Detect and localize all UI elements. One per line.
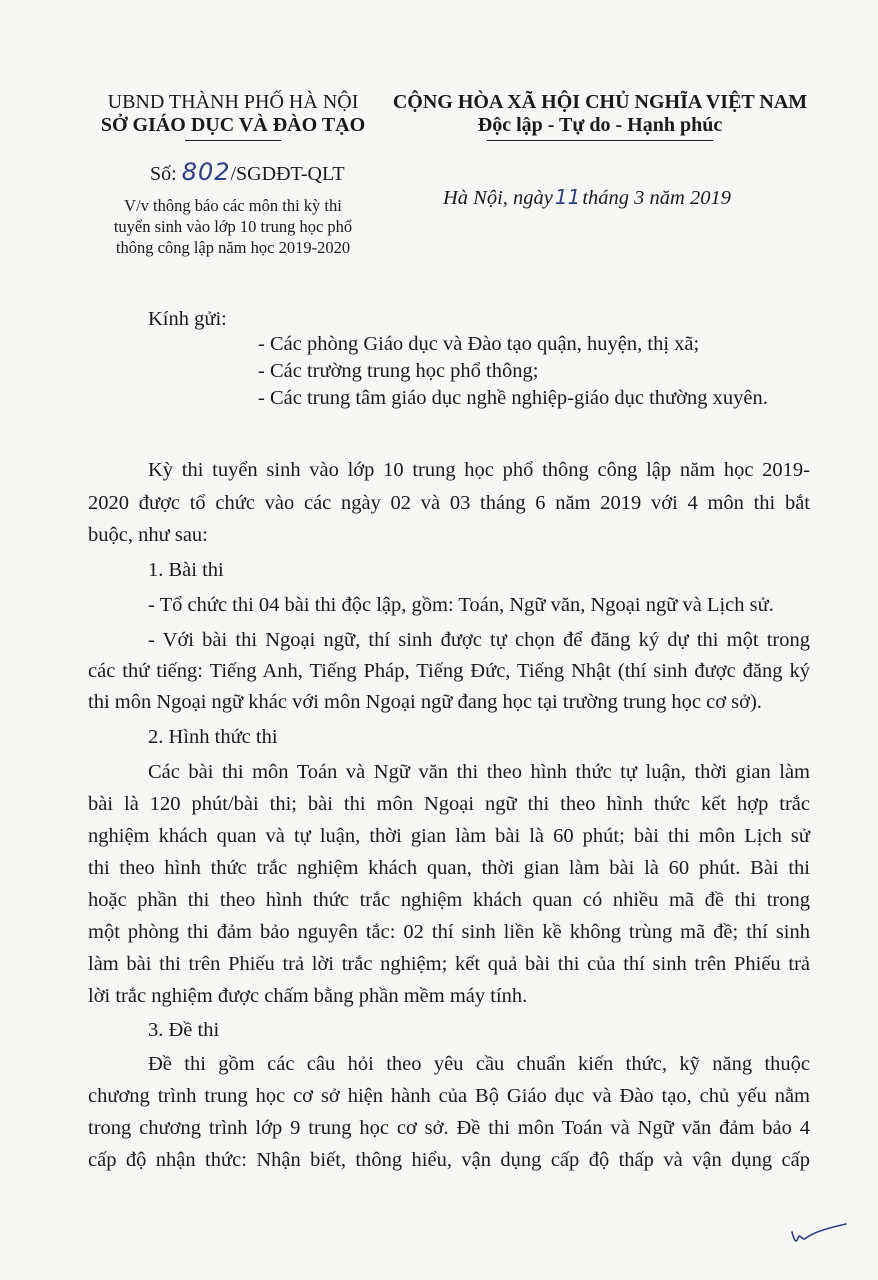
section-1-p2-line: thi môn Ngoại ngữ khác với môn Ngoại ngữ đang học tại trường trung học cơ sở). bbox=[88, 691, 762, 713]
document-number: Số: 802/SGDĐT-QLT bbox=[150, 158, 345, 186]
recipient-item: - Các trường trung học phổ thông; bbox=[258, 360, 539, 382]
subject-line-3: thông công lập năm học 2019-2020 bbox=[115, 238, 351, 257]
country-name: CỘNG HÒA XÃ HỘI CHỦ NGHĨA VIỆT NAM bbox=[392, 91, 808, 113]
issuing-authority: UBND THÀNH PHỐ HÀ NỘI bbox=[107, 91, 359, 113]
section-1-p2-line: - Với bài thi Ngoại ngữ, thí sinh được tự chọn để đăng ký dự thi một trong bbox=[148, 629, 810, 651]
section-1-paragraph-1: - Tổ chức thi 04 bài thi độc lập, gồm: Toán, Ngữ văn, Ngoại ngữ và Lịch sử. bbox=[148, 594, 774, 616]
issue-date: Hà Nội, ngày 11tháng 3 năm 2019 bbox=[443, 185, 731, 209]
intro-line: 2020 được tổ chức vào các ngày 02 và 03 tháng 6 năm 2019 với 4 môn thi bắt bbox=[88, 492, 810, 514]
national-motto: Độc lập - Tự do - Hạnh phúc bbox=[477, 114, 723, 136]
issuing-department: SỞ GIÁO DỤC VÀ ĐÀO TẠO bbox=[100, 114, 366, 136]
section-3-line: trong chương trình lớp 9 trung học cơ sở. Đề thi môn Toán và Ngữ văn đảm bảo 4 bbox=[88, 1117, 810, 1139]
section-1-title: 1. Bài thi bbox=[148, 559, 224, 581]
greeting: Kính gửi: bbox=[148, 308, 227, 330]
handwritten-initial-mark bbox=[788, 1218, 850, 1252]
section-2-title: 2. Hình thức thi bbox=[148, 726, 278, 748]
handwritten-number: 802 bbox=[181, 158, 231, 186]
section-2-line: bài là 120 phút/bài thi; bài thi môn Ngoại ngữ thi theo hình thức kết hợp trắc bbox=[88, 793, 810, 815]
section-3-line: Đề thi gồm các câu hỏi theo yêu cầu chuẩn kiến thức, kỹ năng thuộc bbox=[148, 1053, 810, 1075]
subject-line-2: tuyển sinh vào lớp 10 trung học phổ bbox=[113, 217, 353, 236]
section-2-line: một phòng thi đảm bảo nguyên tắc: 02 thí sinh liền kề không trùng mã đề; thí sinh bbox=[88, 921, 810, 943]
department-underline bbox=[185, 140, 281, 141]
section-2-line: Các bài thi môn Toán và Ngữ văn thi theo hình thức tự luận, thời gian làm bbox=[148, 761, 810, 783]
handwritten-day: 11 bbox=[554, 185, 581, 209]
section-2-line: hoặc phần thi theo hình thức trắc nghiệm khách quan có nhiều mã đề thi trong bbox=[88, 889, 810, 911]
section-3-title: 3. Đề thi bbox=[148, 1019, 220, 1041]
section-3-line: chương trình trung học cơ sở hiện hành của Bộ Giáo dục và Đào tạo, chủ yếu nằm bbox=[88, 1085, 810, 1107]
section-2-line: thi theo hình thức trắc nghiệm khách quan, thời gian làm bài là 60 phút. Bài thi bbox=[88, 857, 810, 879]
section-2-line: nghiệm khách quan và tự luận, thời gian làm bài là 60 phút; bài thi môn Lịch sử bbox=[88, 825, 810, 847]
section-2-line: làm bài thi trên Phiếu trả lời trắc nghiệm; kết quả bài thi của thí sinh trên Phiếu trả bbox=[88, 953, 810, 975]
section-2-line: lời trắc nghiệm được chấm bằng phần mềm máy tính. bbox=[88, 985, 528, 1007]
intro-line: buộc, như sau: bbox=[88, 524, 208, 546]
intro-line: Kỳ thi tuyển sinh vào lớp 10 trung học phổ thông công lập năm học 2019- bbox=[148, 459, 810, 481]
section-3-line: cấp độ nhận thức: Nhận biết, thông hiểu, vận dụng cấp độ thấp và vận dụng cấp bbox=[88, 1149, 810, 1171]
section-1-p2-line: các thứ tiếng: Tiếng Anh, Tiếng Pháp, Tiếng Đức, Tiếng Nhật (thí sinh được đăng ký bbox=[88, 660, 810, 682]
recipient-item: - Các trung tâm giáo dục nghề nghiệp-giáo dục thường xuyên. bbox=[258, 387, 768, 409]
recipient-item: - Các phòng Giáo dục và Đào tạo quận, huyện, thị xã; bbox=[258, 333, 700, 355]
motto-underline bbox=[487, 140, 713, 141]
subject-line-1: V/v thông báo các môn thi kỳ thi bbox=[124, 196, 342, 215]
